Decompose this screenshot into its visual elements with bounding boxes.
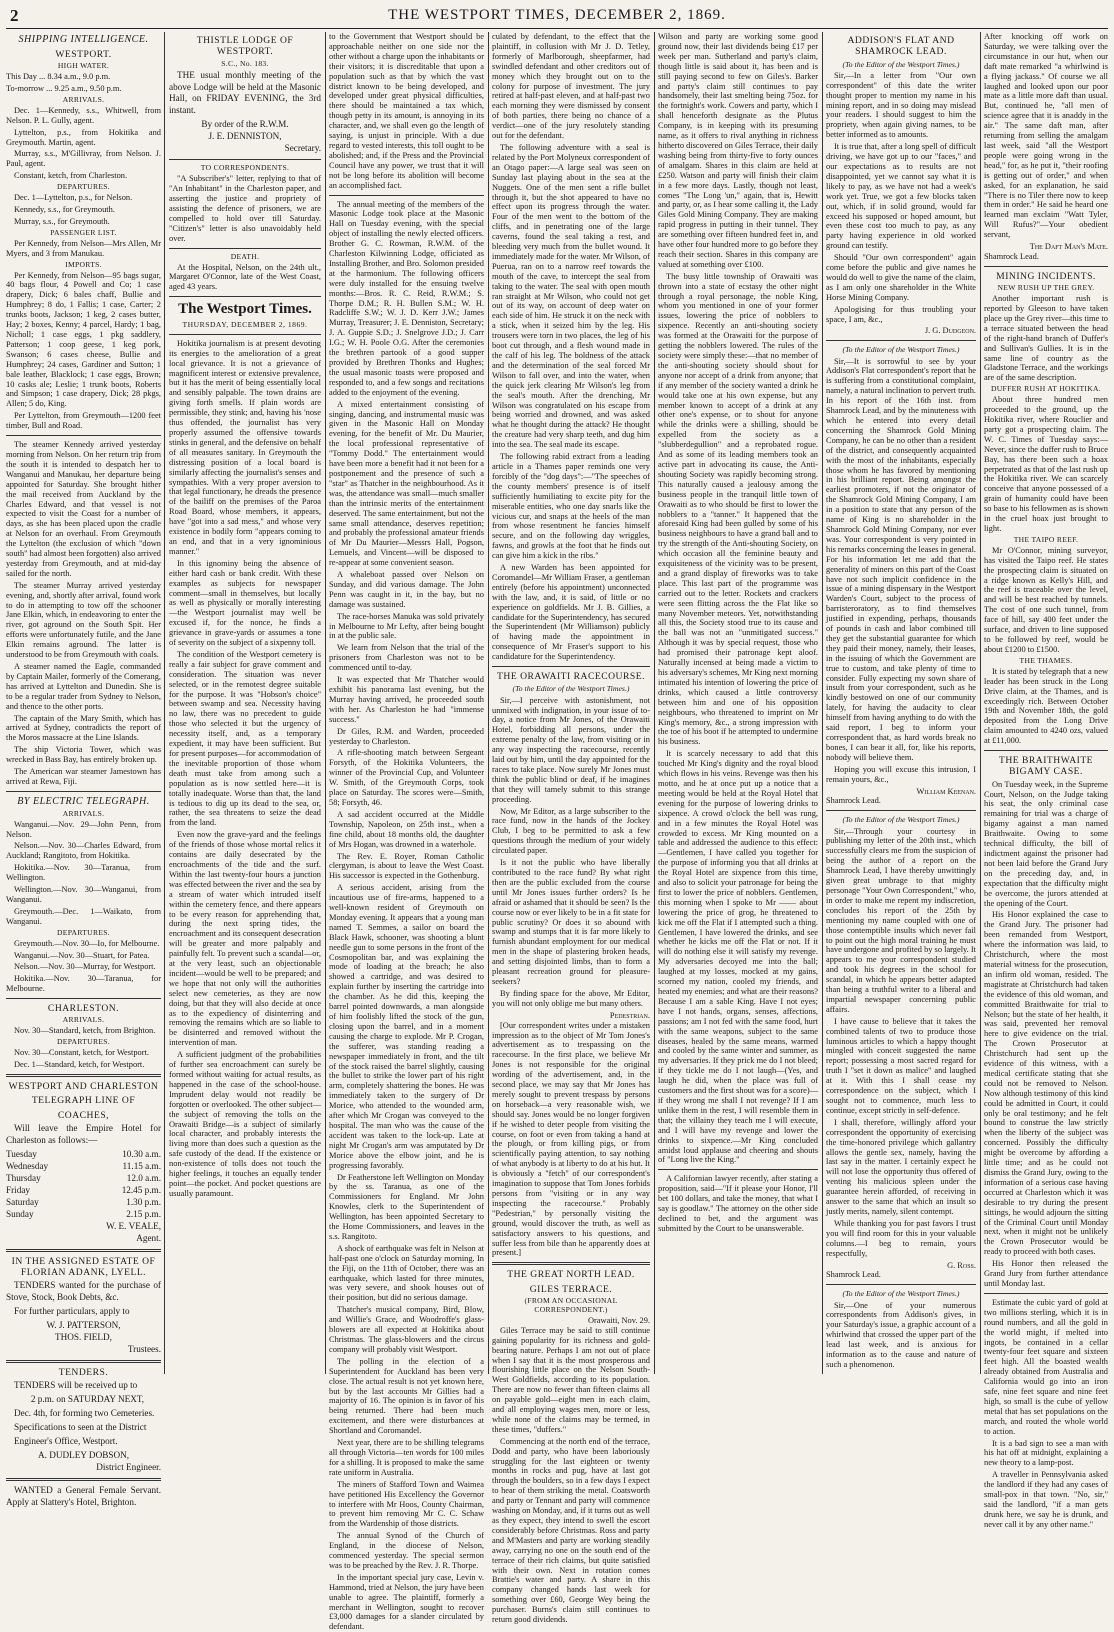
letter-signature: G. Ross.: [947, 1260, 976, 1270]
departure-item: Kennedy, s.s., for Greymouth.: [14, 205, 115, 215]
news-paragraph: A sad accident occurred at the Middle Township, Napoleon, on 25th inst., when a fine child, about 18 months old, the daughter of Mrs Hogan, was drowned in a waterhole.: [329, 809, 484, 849]
page-number: 2: [10, 6, 19, 25]
news-paragraph: The miners of Stafford Town and Waimea have petitioned His Excellency the Governor to interfere with Mr Hoos, County Chairman, to prevent him removing Mr C. C. Schaw from the Wardenship of those districts.: [329, 1479, 484, 1529]
divider: [984, 750, 1108, 751]
page-header: [6, 6, 1108, 29]
column-6: [826, 32, 976, 1374]
news-paragraph: A rifle-shooting match between Sergeant Forsyth, of the Hokitika Volunteers, the winner of the Provincial Cup, and Volunteer W. Smith, of the Greymouth Corps, took place on Saturday. The scores were—Smith, 58; Forsyth, 46.: [329, 748, 484, 807]
divider: [6, 1249, 161, 1252]
divider: [329, 195, 484, 196]
divider: [826, 810, 976, 811]
estate-text: For further particulars, apply to: [14, 1306, 130, 1317]
lodge-heading: THISTLE LODGE OF WESTPORT.: [196, 35, 294, 58]
coach-signature: W. E. VEALE,: [106, 1220, 161, 1231]
mining-paragraph: Mr O'Connor, mining surveyor, has visited the Taipo reef. He states the prospecting claim is situated on a ridge known as Kelly's Hill, and the reef is traceable over the level, and will be best reached by tunnels. The cost of one such tunnel, from face of hill, say 400 feet under the surface, and driven to line supposed to be followed by reef, would be about £1200 to £1500.: [984, 545, 1108, 654]
news-paragraph: The following adventure with a seal is related by the Port Molyneux correspondent of an Otago paper:—A large seal was seen on Sunday last playing about in the sea at the Nuggets. One of the men sent a rifle bullet through it, but the shot appeared to have no effect upon its progress through the water. Four of the men went to the bottom of the cliffs, and in penetrating one of the large caverns, found the seal taking a rest, and bleeding very much from the bullet wound. It immediately made for the water. Mr Wilson, of Puerua, ran on to a narrow reef towards the mouth of the cave, to intercept the seal from taking to the water. The seal with open mouth ran straight at Mr Wilson, who could not get out of its way, on account of deep water on each side of him. He struck it on the neck with a stick, when it seized him by the leg. His trousers were torn in two places, the leg of his boot cut through, and a flesh wound made in the calf of his leg. The boldness of the attack and the determination of the seal forced Mr Wilson to fall over, and into the water, when the quick jerk clearing Mr Wilson's leg from the seal's mouth. After the drenching, Mr Wilson was congratulated on his escape from being worried and drowned, and was asked what he thought during the attack? He thought the creature had very sharp teeth, and dug him into the sea. The seal made its escape.: [492, 142, 650, 450]
column-rule: [325, 32, 326, 1374]
lead-correspondent: (FROM AN OCCASIONAL CORRESPONDENT.): [524, 1295, 618, 1314]
news-paragraph: Estimate the cubic yard of gold at two millions sterling, which it is in round numbers, and all the gold in the world might, if melted into ingots, be contained in a cellar twenty-four feet square and sixteen feet high. All the boasted wealth already obtained from Australia and California would go into an iron safe, nine feet square and nine feet high, so small is the cube of yellow metal that has set populations on the march, and routed the whole world to action.: [984, 1297, 1108, 1436]
divider: [6, 435, 161, 436]
coach-time: 12.0 a.m.: [126, 1172, 161, 1183]
letter-paragraph: While thanking you for past favors I trust you will find room for this in your valuable columns.—I beg to remain, yours respectfully,: [826, 1218, 976, 1258]
news-paragraph: A whaleboat passed over Nelson on Sunday, and did various damage. The John Penn was caught in it, in the bay, but no damage was sustained.: [329, 570, 484, 609]
lodge-subheading: S.C., No. 183.: [221, 58, 269, 68]
news-paragraph: The polling in the election of a Superintendent for Auckland has been very close. The actual result is not yet known here, but by the last accounts Mr Gillies had a majority of 16. The opinion is in favor of his being returned. There had been much excitement, and there were disturbances at Shortland and Coromandel.: [329, 1356, 484, 1436]
divider: [6, 1074, 161, 1077]
news-paragraph: A serious accident, arising from the incautious use of fire-arms, happened to a well-known resident of Greymouth on Monday evening. It appears that a young man named T. Semmes, a sailor on board the Black Hawk, schooner, was shooting a blunt needle gun to some persons in the front of the Cosmopolitan bar, and was explaining the mode of loading at the breach; he also showed a cartridge, and was desired to explain further by inserting the cartridge into the chamber. As he did this, keeping the barrel pointed downwards, a man alongside of him foolishly lifted the stock of the gun, closing upon the barrel, and in a moment causing the charge to explode. Mr P. Crogan, the sufferer, was standing reading a newspaper immediately in front, and the tilt of the stock raised the barrel slightly, causing the bullet to strike the lower part of his right arm, completely shattering the bones. He was immediately taken to the surgery of Dr Morice, who attended to the wounded arm, after which Mr Crogan was conveyed to the hospital. The man who was the cause of the accident was taken to the lock-up. Late at night Mr Crogan's arm was amputated by Dr Morice above the elbow joint, and he is progressing favorably.: [329, 883, 484, 1170]
news-paragraph: A traveller in Pennsylvania asked the landlord if they had any cases of small-pox in that town. "No, sir," said the landlord, "if a man gets drunk here, we say he is drunk, and never call it by any other name.": [984, 1470, 1108, 1529]
tide-line: To-morrow ... 9.25 a.m., 9.50 p.m.: [6, 83, 122, 93]
divider: [169, 159, 321, 160]
news-paragraph: The Rev. E. Royer, Roman Catholic clergyman, is about to leave the West Coast. His successor is expected in the Gothenburg.: [329, 851, 484, 881]
letter-address: (To the Editor of the Westport Times.): [512, 684, 630, 694]
editorial-paragraph: Hokitika journalism is at present devoting its energies to the amelioration of a great local grievance. It is not a grievance of magnificent interest or extensive prevalence, but it has the merit of being essentially local and sensibly palpable. The town drains are giving forth smells. If plain words are permissible, they stink; and, having his 'nose thus offended, the journalist has very properly assumed the offensive towards stinks in general, and the defensive on behalf of all measures sanitary. In Greymouth the distressing position of a local board is similarly affecting the journalist's senses and sympathies. With a very proper aversion to that legal functionary, he dreads the presence of the bailiff on the premises of the Paroa Road Board, whose members, it appears, have "got into a sad mess," and whose very existence in bodily form "appears coming to an end, and that in a very ignominious manner.": [169, 338, 321, 556]
coach-role: Agent.: [136, 1232, 161, 1243]
arrival-item: Constant, ketch, from Charleston.: [14, 171, 128, 181]
divider: [6, 1478, 161, 1481]
estate-heading: IN THE ASSIGNED ESTATE OF FLORIAN ADANK, LYELL.: [11, 1255, 156, 1278]
coach-time-row: [6, 1185, 161, 1197]
news-paragraph: Next year, there are to be shilling telegrams all through Victoria—ten words for 100 miles for a shilling. It is proposed to make the same rate uniform in Australia.: [329, 1438, 484, 1477]
letter-address: (To the Editor of the Westport Times.): [842, 815, 960, 825]
lodge-signature: J. E. DENNISTON,: [208, 131, 282, 142]
news-paragraph: Dr Giles, R.M. and Warden, proceeded yesterday to Charleston.: [329, 726, 484, 746]
coach-time-row: [6, 1161, 161, 1173]
tenders-role: District Engineer.: [96, 1461, 161, 1472]
death-text: At the Hospital, Nelson, on the 24th ult., Margaret O'Connor, late of the West Coast, aged 43 years.: [169, 262, 321, 292]
divider: [492, 1262, 650, 1265]
news-paragraph: Dr Featherstone left Wellington on Monday by the ss. Taranua, as one of the Commissioners for England. Mr John Knowles, clerk to the Superintendent of Wellington, has been appointed Secretary to the Home Commissioners, and leaves in the s.s. Rangitoto.: [329, 1172, 484, 1241]
tel-arrival: Nelson.—Nov. 30—Charles Edward, from Auckland; Rangitoto, from Hokitika.: [6, 841, 161, 861]
letter-paragraph: I have cause to believe that it takes the combined talents of two to produce those luminous articles to which a happy thought mingled with conceit suggested the name report; possessing a most sacred regard for truth I "set it down as malice" and laughed at it. With this I shall cease my correspondence on the subject, which I sought not to commence, much less to continue, except strictly in self-defence.: [826, 1016, 976, 1115]
letter-address: (To the Editor of the Westport Times.): [842, 345, 960, 355]
coach-time: 11.15 a.m.: [122, 1160, 161, 1171]
letter-paragraph: Should "Our own correspondent" again come before the public and give names he would do well to give the name of the claim, as I am only one shareholder in the White Horse Mining Company.: [826, 253, 976, 302]
taipo-heading: THE TAIPO REEF.: [1013, 534, 1079, 544]
editorial-paragraph: A sufficient judgment of the probabilities of further sea encroachment can surely be formed without waiting for actual results, as happened in the case of the school-house. Imprudent delay would not readily be forgotten or overlooked. The other subject—the subject of removing the tolls on the Orawaiti Bridge—is a subject of similarly local character, and probably interests the living more than does such a question as the safe custody of the dead. If the existence or non-existence of tolls does not touch the higher feelings, it touches an equally tender point—the pocket. And pocket questions are usually paramount.: [169, 1050, 321, 1198]
news-paragraph: A Californian lawyer recently, after stating a proposition, said—"If it please your Honor, I'll bet 100 dollars, and take the money, that what I say is goodlaw." The attorney on the other side declined to bet, and the argument was submitted by the Court to be unanswerable.: [658, 1174, 818, 1233]
correspondents-heading: TO CORRESPONDENTS.: [200, 163, 290, 173]
coach-day: Friday: [6, 1184, 30, 1195]
correspondents-text: "A Subscriber's" letter, replying to that of "An Inhabitant" in the Charleston paper, and asserting the justice and propriety of assisting the defence of prisoners, we are compelled to hold over till Saturday. "Citizen's" letter is also unavoidably held over.: [169, 174, 321, 243]
news-paragraph: culated by defendant, to the effect that the plaintiff, in collusion with Mr J. D. Tetley, formerly of Marlborough, sheepfarmer, had swindled defendant and other creditors out of money which they brought out on to the colony for purpose of investment. The jury retired at half-past eleven, and at half-past two each morning they were dismissed by consent of both parties, there being no chance of a verdict—one of the jury resolutely standing out for the defendant.: [492, 32, 650, 141]
divider: [169, 296, 321, 297]
tel-departure: Nelson.—Nov. 30—Murray, for Westport.: [14, 962, 156, 972]
mining-paragraph: Another important rush is reported by Gleeson to have taken place up the Grey river—this time to a terrace situated between the head of the right-hand branch of Duffer's and Sullivan's Gullies. It is in the same line of country as the Gladstone Terrace, and the workings are of the same description.: [984, 294, 1108, 383]
divider: [984, 1293, 1108, 1294]
coach-time: 2.15 p.m.: [126, 1208, 161, 1219]
letter-address: (To the Editor of the Westport Times.): [842, 59, 960, 69]
departure-item: Murray, s.s., for Greymouth.: [14, 216, 110, 226]
issue-date: THURSDAY, DECEMBER 2, 1869.: [182, 319, 308, 329]
tel-arrival: Wanganui.—Nov. 29—John Penn, from Nelson.: [6, 819, 161, 839]
letter-paragraph: Sir,—In a letter from "Our own correspondent" of this date the writer thought proper to mention my name in his mining report, and in so doing may mislead your readers. I should suggest to him the propriety, when again giving names, to be better informed as to amounts.: [826, 70, 976, 140]
bigamy-paragraph: His Honor then released the Grand Jury from further attendance until Monday last.: [984, 1259, 1108, 1288]
lead-paragraph: Giles Terrace may be said to still continue gaining popularity for its richness and gold-bearing nature. Perhaps I am not out of place when I say that it is the most prosperous and flourishing little place on the Nelson South-West Goldfields, according to its population. There are now no fewer than fifteen claims all on payable gold—eight men in each claim, and all employing wages men, more or less, while none of the claims may be termed, in these times, "duffers.": [492, 1325, 650, 1434]
column-rule: [164, 32, 165, 1374]
passenger-item: Per Kennedy, from Nelson—Mrs Allen, Mr Myers, and 3 from Manukau.: [6, 238, 161, 258]
shipping-heading: SHIPPING INTELLIGENCE.: [18, 34, 149, 45]
imports-item: Per Kennedy, from Nelson—95 bags sugar, 40 bags flour, 4 Powell and Co; 1 case drapery, Dick; 6 bales chaff, Bullie and Humphrey; 8 do, 1 Fallis; 1 case, Carter; 2 trunks boots, Jackson; 1 keg, 2 cases butter, Hay; 2 boxes, Kenny; 4 parcel, Hardy; 1 bag, Nicholl; 1 case eggs, 1 pkg saddlery, Patterson; 1 coop geese, 1 keg pork, Swanson; 6 cases cheese, Bullie and Humphrey; 24 cases, Gardiner and Sutton; 1 bale leather, Blacklock; 1 case eggs, Brown; 10 casks ale; Leslie; 1 trunk boots, Roberts and Simpson; 1 case drapery, Dick; 28 pkgs, Allen; 5 do, King.: [6, 270, 161, 409]
coach-heading: TELEGRAPH LINE OF: [31, 1095, 136, 1107]
arrival-item: Dec. 1—Kennedy, s.s., Whitwell, from Nelson. P. L. Gully, agent.: [6, 105, 161, 125]
lead-dateline: Orawaiti, Nov. 29.: [587, 1315, 650, 1325]
letter-paragraph: After knocking off work on Saturday, we were talking over the circumstance in our hut, when our daft mate remarked "a whirlwind is a flying jackass." Of course we all laughed and looked upon our poor mate as a little more daft than usual. But, continued he, "all men of science agree that it is anaddy in the air." The same daft man, after returning from selling the amalgam last week, said "all the Westport people were going wrong in the head," for, as he put it, "their roofing is getting out of order," and when asked, for an explanation, he said "There is no Tiler there now to keep them in order." He said he heard one learned man exclaim "Watt Tyler, Will Rufus?"—Your obedient servant,: [984, 32, 1108, 240]
coach-time-row: [6, 1209, 161, 1221]
news-paragraph: Thatcher's musical company, Bird, Blow, and Willie's Grace, and Woodroffe's glass-blowers are all expected at Hokitika about Christmas. The glass-blowers and the circus company will probably visit Westport.: [329, 1305, 484, 1354]
lead-paragraph: Commencing at the north end of the terrace, Dodd and party, who have been laboriously struggling for the last eighteen or twenty months in rocks and pug, have at last got through the boulders, so in a few days I expect to hear of them striking the metal. Coatsworth and party or Tennant and party will commence washing on Monday, and, if it turns out as well as they expect, they intend to swell the escort considerably before Christmas. Ross and party and M'Masters and party are working steadily away, carrying no one on the south end of the terrace of their rich claims, but quite satisfied with their own. Next in rotation comes Brattie's water and party. A share in this company changed hands last week for something over £60, George Wey being the purchaser. Burns's claim still continues to return good dividends.: [492, 1436, 650, 1625]
lead-paragraph: Wilson and party are working some good ground now, their last dividends being £17 per week per man. Sutherland and party's claim, though little is said about it, has been and is still paying second to few on Giles's. Barker and party's claim still continues to pay handsomely, their last smelting being 75oz. for the fortnight's work. Cowers and party, which I shall henceforth designate as the Plutus Company, is in keeping with its presuming name, as it offers to rival anything in richness hitherto discovered on Giles Terrace, their daily washing being from thirty-five to forty ounces of amalgam. Shares in this claim are held at £250. Watson and party will finish their claim in a few more days. Lastly, though not least, comes "The Long 'un," again, that is, Hewitt and party, or, as I hear some calling it, the Lady Giles Gold Mining Company. They are making rapid progress in putting in their tunnel. They are something over fifteen hundred feet in, and have other four hundred more to go before they reach their section. Shares in this company are valued at something over £100.: [658, 32, 818, 269]
tel-arrivals-heading: ARRIVALS.: [62, 808, 105, 818]
coach-time: 10.30 a.m.: [122, 1148, 161, 1159]
addison-heading: ADDISON'S FLAT AND SHAMROCK LEAD.: [847, 35, 955, 58]
arrivals-heading: ARRIVALS.: [62, 94, 105, 104]
wanted-ad: WANTED a General Female Servant. Apply at Slattery's Hotel, Brighton.: [6, 1484, 161, 1507]
letter-paragraph: Sir,—One of your numerous correspondents from Addison's gives, in your Saturday's issue, a graphic account of a whirlwind that crossed the upper part of the lead last week, and is anxious for information as to the cause and nature of such a phenomenon.: [826, 1300, 976, 1369]
coach-time: 1.30 p.m.: [126, 1196, 161, 1207]
letter-paragraph: Is it not the public who have liberally contributed to the race fund? By what right then are the public excluded from the course until Mr Jones issues further orders? Is he afraid or ashamed that it should be seen? Is the course now or ever likely to be in a fit state for public scrutiny? Or does it so abound with swamp and stumps that it is far more likely to furnish abundant employment for our medical men in the shape of plastering broken heads, and setting disjointed limbs, than to form a pleasant recreation ground for pleasure-seekers?: [492, 858, 650, 986]
bigamy-paragraph: On Tuesday week, in the Supreme Court, Nelson, on the Judge taking his seat, the only criminal case remaining for trial was a charge of bigamy against a man named Braithwaite. Owing to some technical difficulty, the bill of indictment against the prisoner had not been laid before the Grand Jury on the preceding day, and, in expectation that the difficulty might be overcome, the jurors attended at the opening of the Court.: [984, 779, 1108, 908]
divider: [826, 340, 976, 341]
mining-paragraph: It is stated by telegraph that a new leader has been struck in the Long Drive claim, at the Thames, and is exceedingly rich. Between October 19th and November 18th, the gold deposited from the Long Drive claim amounted to 4240 ozs, valued at £11,000.: [984, 666, 1108, 746]
column-7: [984, 32, 1108, 1529]
charleston-heading: CHARLESTON.: [47, 1003, 120, 1015]
letter-place: Shamrock Lead.: [826, 1270, 881, 1280]
coach-day: Thursday: [6, 1172, 41, 1183]
racecourse-heading: THE ORAWAITI RACECOURSE.: [497, 671, 645, 683]
letter-signature: William Keenan.: [916, 786, 976, 796]
charleston-arrival: Nov. 30—Standard, ketch, from Brighton.: [14, 1026, 156, 1036]
coach-day: Saturday: [6, 1196, 39, 1207]
letter-signature: J. G. Dudgeon.: [924, 326, 976, 336]
tenders-text: Engineer's Office, Westport.: [14, 1436, 118, 1447]
tide-heading: HIGH WATER.: [57, 61, 110, 71]
column-rule: [654, 32, 655, 1374]
tel-arrival: Greymouth.—Dec. 1—Waikato, from Wanganui.: [6, 906, 161, 926]
coach-intro: Will leave the Empire Hotel for Charleston as follows:—: [6, 1123, 161, 1145]
thames-heading: THE THAMES.: [1019, 655, 1073, 665]
mining-paragraph: About three hundred men proceeded to the ground, up the Hokitika river, where Rouclier and party got a prospecting claim. The W. C. Times of Tuesday says:—Never, since the duffer rush to Bruce Bay, has there been such a hoax perpetrated as that of the last rush up the Hokitika river. We can scarcely conceive that anyone possessed of a grain of humanity could have been so base to his fellowmen as is shown in the cruel hoax just brought to light.: [984, 395, 1108, 533]
news-paragraph: The following rabid extract from a leading article in a Thames paper reminds one very forcibly of the "dog days":—"The speeches of the county members' presence is of itself sufficiently humiliating to excite pity for the miserable entities, who one day snarls like the vicious cur, and snaps at the heels of the man from whose resentment he fancies himself secure, and on the following day wriggles, fawns, and growls at the foot that he finds out can give him a kick in the ribs.": [492, 452, 650, 561]
divider: [492, 666, 650, 667]
tenders-text: Specifications to seen at the District: [14, 1422, 147, 1433]
editorial-paragraph: In this ignominy being the absence of either hard cash or bank credit. With these examples as subjects for newspaper comment—small in themselves, but locally as well as physically or morally interesting—the Westport journalist may well be excused if, for the nonce, he finds a grievance in grave-yards or assumes a tone of severity on the subject of a sixpenny toll.: [169, 558, 321, 648]
arrival-item: Lyttelton, p.s., from Hokitika and Greymouth. Martin, agent.: [6, 127, 161, 147]
editorial-paragraph: Even now the grave-yard and the feelings of the friends of those whose mortal relics it contains are daily desecrated by the encroachments of the tide and the surf. Within the last twenty-four hours a junction was effected between the river and the sea by a stream of water which intruded itself within the cemetery fence, and there appears to be every reason for apprehending that, during the next spring tides, the encroachment and its consequent desecration will be greater and more palpably and painfully felt. To prevent such a scandal—or, at the very least, such an objectionable incident—would be well to be prepared; and we hope that not only will the authorities select new cemeteries, as they are now doing, but that they will also decide at once as to the expediency of disinterring and removing the remains which are so liable to be disinterred and removed without the intervention of man.: [169, 830, 321, 1048]
news-paragraph: A mixed entertainment consisting of singing, dancing, and instrumental music was given in the Masonic Hall on Monday evening, for the benefit of Mr. Du Maurier, the local professional representative of "Tommy Dodd." The entertainment would have been more a benefit had it not been for a postponement and the presence of such a "star" as Thatcher in the neighbourhood. As it was, the attendance was small—much smaller than the intrinsic merits of the entertainment deserved. The same entertainment, but not the same small attendance, deserves repetition; and probably the professional amateur friends of Mr Du Maurier—Messrs Hall, Pogson, Lemuels, and Vincent—will be disposed to re-appear at some convenient season.: [329, 399, 484, 568]
coach-day: Wednesday: [6, 1160, 49, 1171]
news-paragraph: The race-horses Manuka was sold privately in Melbourne to Mr Lefty, after being bought in at the public sale.: [329, 611, 484, 641]
estate-role: Trustees.: [127, 1343, 161, 1354]
letter-paragraph: It is true that, after a long spell of difficult driving, we have got up to our "faces," and our expectations as to results are not disappointed, yet we cannot say what it is likely to pay, as we have not had a week's work yet. True, we got a few blocks taken out, which, if in solid ground, would far exceed his supposed or hoped amount, but even these cost too much to pay, as any party having experience in old worked ground can testify.: [826, 142, 976, 251]
letter-paragraph: Sir,—Through your courtesy in publishing my letter of the 20th inst., which successfully clears me from the suspicion of being the author of a report on the Shamrock Lead, I have thereby unwittingly given great umbrage to that mighty personage "Your Own Correspondent," who, in order to make me repent my indiscretion, concludes his report of the 25th by mentioning my name coupled with one of those contemptible insults which never fail to point out the high moral training he must have undergone and profited by so largely. It appears to me your correspondent studied and took his degrees in the school for scandal, in which he appears better adapted than being a truthful writer to a liberal and impartial newspaper concerning public affairs.: [826, 826, 976, 1014]
death-heading: DEATH.: [230, 251, 260, 261]
charleston-departures-heading: DEPARTURES.: [57, 1037, 110, 1047]
letter-address: (To the Editor of the Westport Times.): [842, 1289, 960, 1299]
tel-departure: Wanganui.—Nov. 30—Stuart, for Patea.: [14, 950, 150, 960]
tide-line: This Day ... 8.34 a.m., 9.0 p.m.: [6, 72, 111, 82]
departures-heading: DEPARTURES.: [57, 182, 110, 192]
news-paragraph: The annual Synod of the Church of England, in the diocese of Nelson, commenced yesterday. The special sermon was to be preached by the Rev. J. R. Thorpe.: [329, 1531, 484, 1570]
passenger-heading: PASSENGER LIST.: [50, 227, 117, 237]
telegraph-heading: BY ELECTRIC TELEGRAPH.: [17, 795, 150, 807]
bigamy-paragraph: His Honor explained the case to the Grand Jury. The prisoner had been remanded from Westport, where the information was laid, to Christchurch, where the most material witness for the prosecution, an infirm old woman, resided. The magistrate at Christchurch had taken the evidence of this old woman, and committed Braithwaite for trial to Nelson; but the state of her health, it was said, prevented her removal here to give evidence on the trial. The Crown Prosecutor at Christchurch had sent up the evidence of this witness, with a medical certificate stating that she could not be removed to Nelson. Now although testimony of this kind could be admitted in Court, it could only be oral testimony; and he felt bound to construe the law strictly when the liberty of the subject was concerned. Possibly the difficulty might be overcome by affording a little time; and as he could not dismiss the Grand Jury, owing to the information of a serious case having occurred at Charleston which it was desirable to try during the present sittings, he would adjourn the sitting of the Criminal Court until Monday next, when it might not be unlikely the Crown Prosecutor would be ready to proceed with both cases.: [984, 910, 1108, 1257]
tel-departure: Greymouth.—Nov. 30—Io, for Melbourne.: [14, 938, 160, 948]
news-paragraph: The annual meeting of the members of the Masonic Lodge took place at the Masonic Hall on Tuesday evening, with the special object of installing the newly elected officers. Brother G. C. Rowman, R.W.M. of the Charleston Kilwinning Lodge, officiated as Installing Brother, and Bro. Solomon presided at the harmonium. The following officers were duly installed for the ensuing twelve months:—Bros. R. C. Reid, R.W.M.; S. Thorpe D.M.; R. H. Bullen S.M.; W. H. Radcliffe S.W.; W. J. D. Kerr J.W.; James Murray, Treasurer; J. E. Denniston, Secretary; J. A. Guppie S.D.; J. Snelgrove J.D.; J. Carr I.G.; W. H. Poole O.G. After the ceremonies the brethren partook of a good supper provided by Brethren Thonks and Hughes; the usual masonic toasts were proposed and responded to, and a few songs and recitations added to the enjoyment of the evening.: [329, 199, 484, 397]
lodge-text: THE usual monthly meeting of the above Lodge will be held at the Masonic Hall, on FRIDAY EVENING, the 3rd instant.: [169, 69, 321, 116]
coach-time-row: [6, 1149, 161, 1161]
charleston-departure: Nov. 30—Constant, ketch, for Westport.: [14, 1048, 149, 1058]
editorial-paragraph: The condition of the Westport cemetery is really a fair subject for grave comment and consideration. The situation was never selected, or in the remotest degree suitable for the purpose. It was "Hobson's choice" between swamp and sea. Necessity having no law, there was no precedent to guide those who selected it but the urgency of necessity itself, and, as a temporary expedient, it may have been sufficient. But for present purposes—for accommodation of the inevitable proportion of those whom death must take from among such a population as is now settled here—it is totally inadequate. Worse than that, the land is tedious to dig up its dead to the sea, or, rather, the sea threatens to seize the dead from the land.: [169, 649, 321, 828]
column-2: [169, 32, 321, 1374]
letter-paragraph: Sir,—It is sorrowful to see by your Addison's Flat correspondent's report that he is suffering from a constitutional complaint, namely, a natural inclination to pervert truth. In his report of the 16th inst. from Shamrock Lead, and by the minuteness with which he entered into every detail concerning the Shamrock Gold Mining Company, he can be no other than a resident of the district, and consequently acquainted with the most of the inhabitants, especially those whom he has favored by mentioning in his brilliant report. Being amongst the earliest promoters, if not the originator of the Shamrock Gold Mining Company, I am in a position to state that any person of the name of King is no shareholder in the Shamrock Gold Mining Company, nor ever was. Your correspondent is very pointed in his remarks concerning the leases in general. For his information let me add that the generality of miners on this part of the Coast have not such implicit confidence in the issue of a mining dispensary in the Westport Warden's Court, subject to the process of barristeroratory, as to find themselves justified in expending, perhaps, thousands of pounds in cash and labor combined till they get the substantial guarantee for which they paid their money, namely, their leases, in the issuing of which the Government are true to custom, and take plenty of time to consider. Fully expecting my sown share of insult from your correspondent, such as he kindly bestowed on one of our community lately, for having the audacity to clear himself from having anything to do with the said report, I beg to inform your correspondent that, as hard words break no bones, I can bear it all, for, like his reports, nobody will believe them.: [826, 356, 976, 762]
tel-departure: Hokitika.—Nov. 30—Taranua, for Melbourne.: [6, 974, 161, 994]
news-paragraph: A steamer named the Eagle, commanded by Captain Mailer, formerly of the Comerang, has arrived at Lyttelton and Dunedin. She is to be a regular trader from Sydney to Nelson, and thence to the other ports.: [6, 662, 161, 711]
lead-subheading: GILES TERRACE.: [529, 1283, 613, 1295]
tenders-signature: A. DUDLEY DOBSON,: [37, 1450, 130, 1460]
column-4: [492, 32, 650, 1625]
letter-place: Shamrock Lead.: [826, 796, 881, 806]
charleston-departure: Dec. 1—Standard, ketch, for Westport.: [14, 1060, 145, 1070]
lodge-role: Secretary.: [284, 143, 321, 154]
column-rule: [980, 32, 981, 1374]
estate-text: TENDERS wanted for the purchase of Stove, Stock, Book Debts, &c.: [6, 1280, 161, 1303]
coach-day: Tuesday: [6, 1148, 37, 1159]
duffer-heading: DUFFER RUSH AT HOKITIKA.: [990, 384, 1101, 394]
divider: [169, 334, 321, 335]
letter-paragraph: Apologising for thus troubling your space, I am, &c.,: [826, 304, 976, 324]
tel-departures-heading: DEPARTURES.: [57, 927, 110, 937]
imports-item: Per Lyttelton, from Greymouth—1200 feet timber, Bull and Road.: [6, 411, 161, 431]
news-paragraph: It was expected that Mr Thatcher would exhibit his panorama last evening, but the Murray having arrived, he proceeded south with her. As Charleston he had "immense success.": [329, 675, 484, 724]
bigamy-heading: THE BRAITHWAITE BIGAMY CASE.: [998, 755, 1094, 778]
news-paragraph: The American war steamer Jamestown has arrived at Rewa, Fiji.: [6, 767, 161, 786]
letter-paragraph: Hoping you will excuse this intrusion, I remain yours, &c.,: [826, 764, 976, 784]
lodge-order: By order of the R.W.M.: [201, 119, 289, 130]
column-rule: [488, 32, 489, 1374]
letter-signature: Pedestrian.: [609, 1010, 650, 1020]
charleston-arrivals-heading: ARRIVALS.: [62, 1015, 105, 1025]
estate-signature: THOS. FIELD,: [55, 1332, 112, 1343]
tenders-time: 2 p.m. on SATURDAY NEXT,: [30, 1394, 145, 1405]
divider: [658, 1169, 818, 1170]
letter-paragraph: Sir,—I perceive with astonishment, not unmixed with indignation, in your issue of to-day, a notice from Mr Jones, of the Orawaiti Hotel, forbidding all persons, under the extreme penalty of the law, from visiting or in any way inspecting the racecourse, recently laid out by him, until the day appointed for the races to take place. Now surely Mr Jones must think the public blind or deaf, if he imagines that they will tamely submit to this strange proceeding.: [492, 695, 650, 804]
news-paragraph: In the important special jury case, Levin v. Hammond, tried at Nelson, the jury have been unable to agree. The plaintiff, formerly a merchant in Wellington, sought to recover £3,000 damages for a slander circulated by defendant.: [329, 1572, 484, 1632]
column-3: [329, 32, 484, 1632]
mining-heading: MINING INCIDENTS.: [996, 270, 1096, 282]
letter-place: Shamrock Lead.: [984, 251, 1039, 261]
masthead: THE WESTPORT TIMES, DECEMBER 2, 1869.: [388, 7, 726, 23]
divider: [826, 1284, 976, 1285]
coach-day: Sunday: [6, 1208, 34, 1219]
coach-time-row: [6, 1197, 161, 1209]
news-paragraph: The steamer Kennedy arrived yesterday morning from Nelson. On her return trip from the south it is intended to despatch her to Wanganui and Manukau, her departure being appointed for Saturday. She brought hither the mail received from Auckland by the Charles Edward, and that vessel is not expected to visit the Coast for a number of days, as she has been placed upon the cradle at Nelson for an overhaul. From Greymouth the Lyttelton (the exclusion of which "down south" had almost been forgotten) also arrived yesterday from Greymouth, and at mid-day sailed for the north.: [6, 440, 161, 578]
divider: [6, 1360, 161, 1363]
imports-heading: IMPORTS.: [65, 259, 102, 269]
letter-paragraph: Now, Mr Editor, as a large subscriber to the race fund, now in the hands of the Jockey Club, I beg to be permitted to ask a few questions through the medium of your widely circulated paper.: [492, 806, 650, 856]
newspaper-title: The Westport Times.: [178, 301, 312, 318]
lead-paragraph: It is scarcely necessary to add that this touched Mr King's dignity and the royal blood which flows in his veins. Revenge was then his motto, and he at once put up a notice that a meeting would be held at the Royal Hotel that evening for the purpose of lowering drinks to sixpence. A crowd o'clock the bell was rung, and in a few minutes the Royal Hotel was crowded to excess. Mr King mounted on a table and addressed the audience to this effect:—Gentlemen, I have called you together for the purpose of informing you that all drinks at the Royal Hotel are sixpence from this time, and also to solicit your patronage for being the first to lower the price of nobblers. Gentlemen, this morning when I spoke to Mr —— about lowering the price of grog, he threatened to kick me off the Flat if I attempted such a thing. Gentlemen, I have lowered the drinks, and see whether he kicks me off the Flat or not. If it will do nothing else it will satisfy my revenge. My adversaries decoyed me into the ball; laughed at my losses, mocked at my gains, scorned my nation, cooled my friends, and heated my enemies; and what are their reasons? Because I am a sable King. Have I not eyes; have I not hands, organs, senses, affections, passions; am I not fed with the same food, hurt with the same weapons, subject to the same diseases, healed by the same means, warmed and cooled by the same winter and summer, as my adversaries. If they prick me do I not bleed; if they tickle me do I not laugh—(Yes, and laugh he did, when the place was full of customers and the first shout was for a score)—if they wrong me shall I not revenge? If I am unlike them in the rest, I will resemble them in that; the villainy they teach me I will execute, and I will have my revenge and lower the drinks to sixpence.—Mr King concluded amidst loud applause and cheering and shouts of "Long live the King.": [658, 749, 819, 1165]
news-paragraph: The steamer Murray arrived yesterday evening, and, shortly after arrival, found work to do in attempting to tow off the schooner Jane Elkin, which, in endeavoring to enter the river, got aground on the South Spit. Her efforts were unfortunately futile, and the Jane Elkin remains aground. The latter is understood to be from Greymouth with coals.: [6, 580, 161, 660]
news-paragraph: A new Warden has been appointed for Coromandel—Mr William Fraser, a gentleman entirely (before his appointment) unconnected with the law, and, it is said, of little or no experience on goldfields. Mr J. B. Gillies, a candidate for the Superintendency, has secured the Superintendent (Mr Williamson) publicly of having made the appointment in consequence of Mr Fraser's support to his candidature for the Superintendency.: [492, 563, 650, 662]
tenders-text: Dec. 4th, for forming two Cemeteries.: [14, 1408, 155, 1419]
grey-heading: NEW RUSH UP THE GREY.: [997, 283, 1095, 293]
lead-paragraph: The busy little township of Orawaiti was thrown into a state of ecstasy the other night through a royal personage, the noble King, whom you mentioned in one of your former issues, lowering the price of nobblers to sixpence. Recently an anti-shouting society was formed at the Orawaiti for the purpose of getting the nobblers lowered. The rules of the society were simply these:—that no member of the anti-shouting society should shout for anyone nor accept of a drink from anyone; that if any member of the society wanted a drink he would take one at his own expense, but any member known to accept of a drink at any other one's expense, or to shout for anyone while the drinks were a shilling, should be expelled from the society as a "slubberdegullion" and a reprobated rogue. And as some of its leading members took an active part in advocating its cause, the Anti-shouting Society was rapidly becoming strong. This naturally caused a jealousy among the business people in the tranquil little town of Orawaiti as to who should be first to lower the nobblers to a "tanner." It happened that the aforesaid King had been gulled by some of his business neighbours to have a grand ball and to try the strength of the Anti-shouting Society, on which occasion all the feminine beauty and exquisiteness of the vicinity was to be present, and a grand display of fireworks was to take place. This last part of the programme was carried out to the letter. Rockets and crackers were seen flitting across the the Flat like so many November meteors. Yet, notwithstanding all this, the Society stood true to its cause and the ball was not an "unmitigated success." Although it was by special request, those who had promised their patronage kept aloof. Naturally incensed at being made a victim to his adversary's schemes, Mr King next morning intimated his intention of lowering the price of drinks, which caused a little controversy between him and one of his opposition neighbours, who threatened to imprint on Mr King's memory, &c., a strong impression with the toe of his boot if he attempted to undermine his business.: [658, 271, 818, 747]
editor-note: [Our correspondent writes under a mistaken impression as to the object of Mr Tom Jones's advertisement as to trespassing on the racecourse. In the first place, we believe Mr Jones is not responsible for the original wording of the advertisement, and, in the second place, we may say that Mr Jones has merely sought to prevent trespass by persons on horseback—a very reasonable wish, we should say. Jones would be no longer forgiven if he wished to deter people from visiting the course, on foot or even from taking a hand at the plough, or from killing pigs, or from scientifically paying attention, to say nothing of what anybody is at liberty to do at his hut. It is obviously a "fetch" of our correspondent's imagination to suppose that Tom Jones forbids persons from "visiting or in any way inspecting the racecourse." Probably "Pedestrian," by personally visiting the ground, would discover the truth, as well as satisfactory answers to his questions, and suffer less from bile than he apparently does at present.]: [492, 1020, 650, 1258]
arrival-item: Murray, s.s., M'Gillivray, from Nelson. J. Paul, agent.: [6, 149, 161, 169]
divider: [984, 266, 1108, 267]
estate-signature: W. J. PATTERSON,: [46, 1320, 121, 1331]
tel-arrival: Hokitika.—Nov. 30—Taranua, from Wellington.: [6, 863, 161, 883]
divider: [6, 791, 161, 792]
tenders-text: TENDERS will be received up to: [14, 1380, 138, 1391]
divider: [169, 248, 321, 249]
coach-time: 12.45 p.m.: [121, 1184, 161, 1195]
departure-item: Dec. 1—Lyttelton, p.s., for Nelson.: [14, 193, 133, 203]
lead-heading: THE GREAT NORTH LEAD.: [507, 1269, 635, 1281]
coach-time-row: [6, 1173, 161, 1185]
tenders-heading: TENDERS.: [58, 1366, 109, 1378]
tel-arrival: Wellington.—Nov. 30—Wanganui, from Wanganui.: [6, 885, 161, 904]
coach-heading: WESTPORT AND CHARLESTON: [8, 1081, 159, 1093]
port-heading: WESTPORT.: [55, 48, 112, 60]
news-paragraph: The ship Victoria Tower, which was wrecked in Bass Bay, has entirely broken up.: [6, 745, 161, 765]
editorial-paragraph: to the Government that Westport should be approachable neither on one side nor the other without a charge upon the inhabitants or their visitors; it is discreditable that upon a population such as that by which the vast district known to be being developed, and developed under great physical difficulties, there should be maintained a tax which, though petty in its amount, is annoying in its character, and, we shall even go the length of saying, is unjust in principle. With a due regard to vested interests, this toll ought to be abolished; and, if the Press and the Provincial Council have any power, we trust that it will not be long before its abolition will become an accomplished fact.: [329, 32, 484, 190]
letter-paragraph: I shall, therefore, willingly afford your correspondent the opportunity of exercising the time-honored privilege which gallantry allows the gentle sex, namely, having the last say in the matter. I certainly expect he will not lose the opportunity thus offered of venting his malicious spleen under the guarantee herein afforded, of receiving in answer to the same that which an insult so justly merits, namely, silent contempt.: [826, 1117, 976, 1216]
column-1: [6, 32, 161, 1507]
news-paragraph: A shock of earthquake was felt in Nelson at half-past one o'clock on Saturday morning. In the Fiji, on the 11th of October, there was an earthquake, which lasted for three minutes, was very severe, and shook houses out of their position, but did no serious damage.: [329, 1243, 484, 1303]
news-paragraph: We learn from Nelson that the trial of the prisoners from Charleston was not to be commenced until to-day.: [329, 643, 484, 673]
divider: [6, 998, 161, 999]
coach-heading: COACHES,: [57, 1109, 110, 1121]
column-rule: [822, 32, 823, 1374]
letter-signature: The Daft Man's Mate.: [1029, 242, 1108, 252]
news-paragraph: It is a bad sign to see a man with his hat off at midnight, explaining a new theory to a lamp-post.: [984, 1438, 1108, 1468]
news-paragraph: The captain of the Mary Smith, which has arrived at Sydney, contradicts the report of the Moros massacre at the Line Islands.: [6, 713, 161, 743]
column-5: [658, 32, 818, 1374]
letter-paragraph: By finding space for the above, Mr Editor, you will not only oblige me but many others.: [492, 988, 650, 1008]
